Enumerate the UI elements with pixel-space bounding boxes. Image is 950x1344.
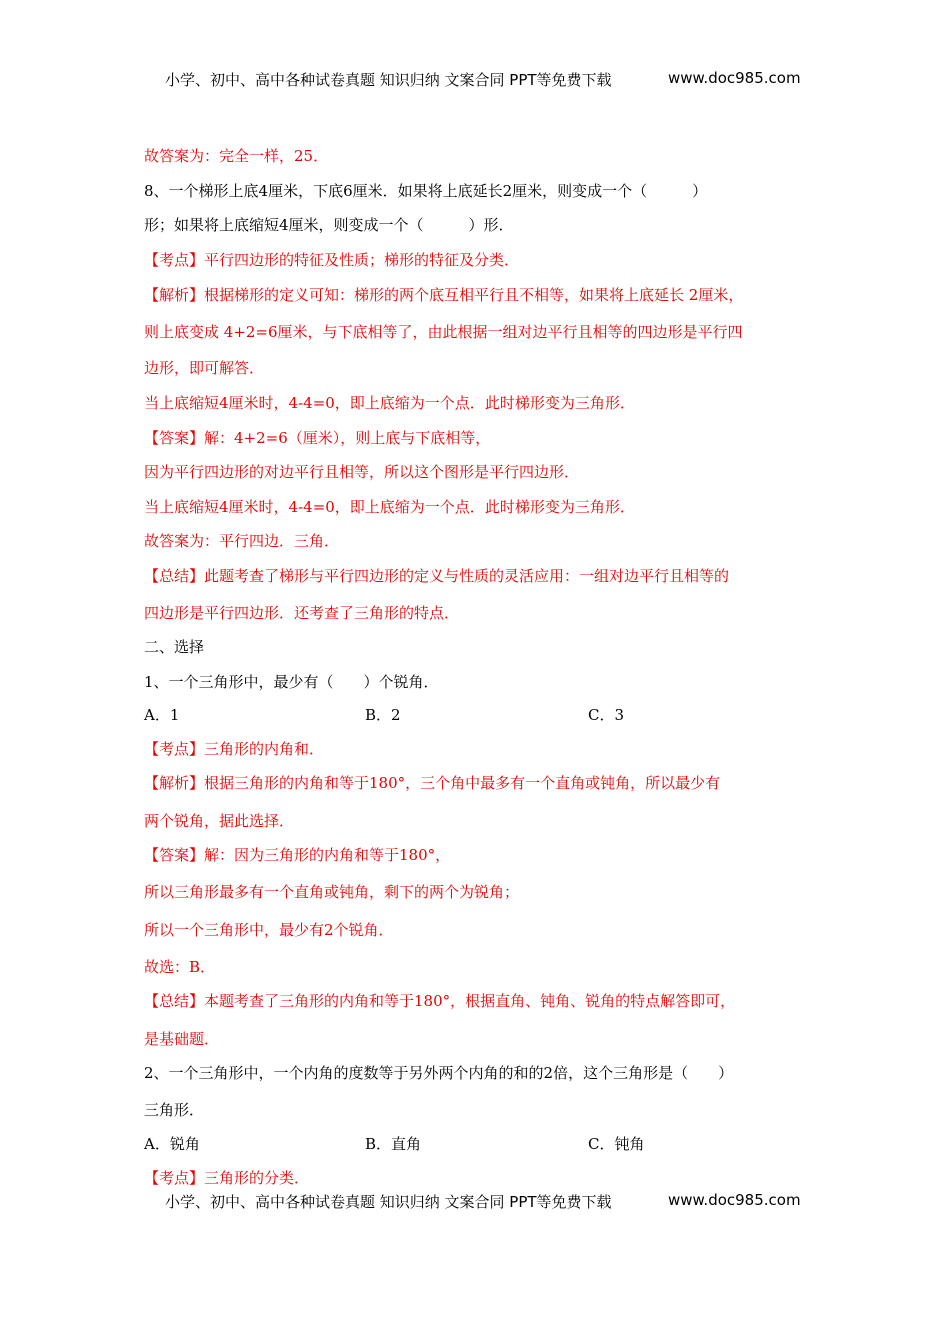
zongjie-line-1: 【总结】此题考查了梯形与平行四边形的定义与性质的灵活应用：一组对边平行且相等的	[144, 567, 730, 585]
q1-choice-line: 故选：B．	[144, 958, 216, 976]
q1-zongjie-line-2: 是基础题．	[144, 1030, 220, 1048]
daan-line-3: 当上底缩短4厘米时，4-4=0，即上底缩为一个点．此时梯形变为三角形．	[144, 498, 635, 516]
kaodian-line: 【考点】平行四边形的特征及性质；梯形的特征及分类．	[144, 251, 520, 269]
footer-url[interactable]: www.doc985.com	[668, 1191, 801, 1209]
jiexi-line-2: 则上底变成 4+2=6厘米，与下底相等了，由此根据一组对边平行且相等的四边形是平行四	[144, 323, 743, 341]
footer-text: 小学、初中、高中各种试卷真题 知识归纳 文案合同 PPT等免费下载	[165, 1193, 612, 1211]
question-2-line-1: 2、一个三角形中，一个内角的度数等于另外两个内角的和的2倍，这个三角形是（ ）	[144, 1064, 734, 1082]
question-1-line: 1、一个三角形中，最少有（ ）个锐角．	[144, 673, 439, 691]
jiexi-line-4: 当上底缩短4厘米时，4-4=0，即上底缩为一个点．此时梯形变为三角形．	[144, 394, 635, 412]
daan-line-4: 故答案为：平行四边．三角．	[144, 532, 340, 550]
question-8-line-2: 形；如果将上底缩短4厘米，则变成一个（ ）形．	[144, 216, 514, 234]
q1-option-c: C．3	[588, 706, 625, 724]
q1-kaodian-line: 【考点】三角形的内角和．	[144, 740, 325, 758]
header-text: 小学、初中、高中各种试卷真题 知识归纳 文案合同 PPT等免费下载	[165, 71, 612, 89]
q1-daan-line-3: 所以一个三角形中，最少有2个锐角．	[144, 921, 394, 939]
zongjie-line-2: 四边形是平行四边形．还考查了三角形的特点．	[144, 604, 460, 622]
q1-option-b: B．2	[365, 706, 401, 724]
q1-daan-line-1: 【答案】解：因为三角形的内角和等于180°，	[144, 846, 451, 864]
q1-zongjie-line-1: 【总结】本题考查了三角形的内角和等于180°，根据直角、钝角、锐角的特点解答即可，	[144, 992, 736, 1010]
answer-line: 故答案为：完全一样，25．	[144, 147, 329, 165]
daan-line-2: 因为平行四边形的对边平行且相等，所以这个图形是平行四边形．	[144, 463, 580, 481]
q2-option-a: A．锐角	[144, 1135, 200, 1153]
q1-jiexi-line-1: 【解析】根据三角形的内角和等于180°，三个角中最多有一个直角或钝角，所以最少有	[144, 774, 721, 792]
q2-kaodian-line: 【考点】三角形的分类．	[144, 1169, 310, 1187]
q2-option-c: C．钝角	[588, 1135, 645, 1153]
q2-option-b: B．直角	[365, 1135, 422, 1153]
question-8-line-1: 8、一个梯形上底4厘米，下底6厘米．如果将上底延长2厘米，则变成一个（ ）	[144, 182, 708, 200]
jiexi-line-3: 边形，即可解答．	[144, 359, 265, 377]
header-url[interactable]: www.doc985.com	[668, 69, 801, 87]
daan-line-1: 【答案】解：4+2=6（厘米），则上底与下底相等，	[144, 429, 491, 447]
q1-option-a: A．1	[144, 706, 180, 724]
jiexi-line-1: 【解析】根据梯形的定义可知：梯形的两个底互相平行且不相等，如果将上底延长 2厘米，	[144, 286, 744, 304]
q1-jiexi-line-2: 两个锐角，据此选择．	[144, 812, 295, 830]
q1-daan-line-2: 所以三角形最多有一个直角或钝角，剩下的两个为锐角；	[144, 883, 520, 901]
question-2-line-2: 三角形．	[144, 1101, 205, 1119]
section-heading: 二、选择	[144, 638, 205, 656]
